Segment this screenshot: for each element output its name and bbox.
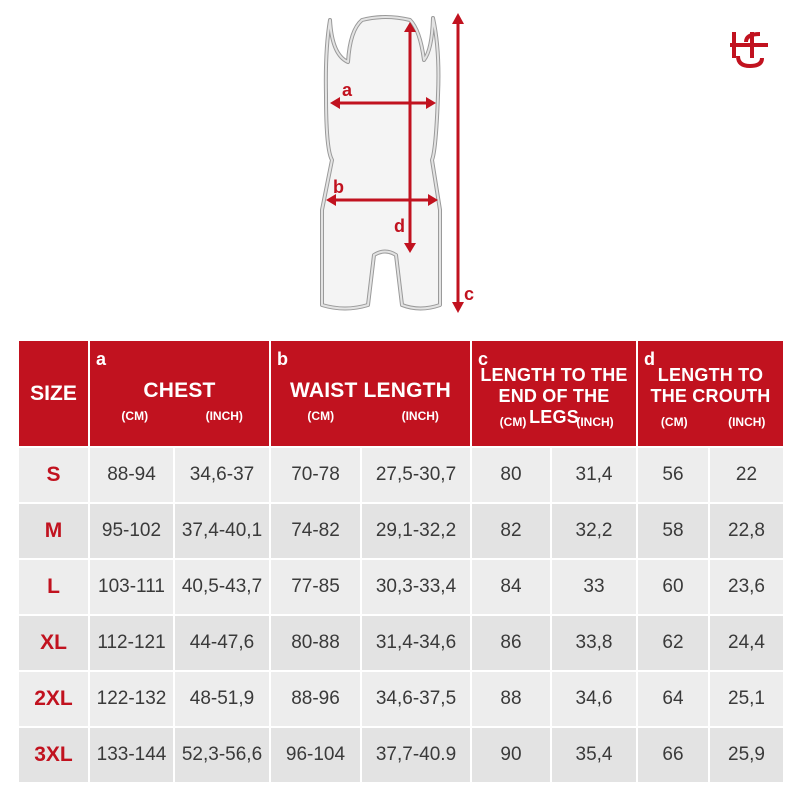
chest-cm-cell: 133-144 bbox=[89, 727, 174, 783]
header-size: SIZE bbox=[18, 340, 89, 447]
legs-cm-cell: 90 bbox=[471, 727, 551, 783]
size-cell: 3XL bbox=[18, 727, 89, 783]
waist-cm-cell: 88-96 bbox=[270, 671, 361, 727]
legs-inch-cell: 35,4 bbox=[551, 727, 637, 783]
waist-inch-cell: 34,6-37,5 bbox=[361, 671, 471, 727]
header-waist bbox=[270, 340, 471, 447]
header-legs-letter: c bbox=[478, 349, 489, 369]
header-crotch-title-2: THE CROUTH bbox=[650, 386, 771, 406]
size-cell: S bbox=[18, 447, 89, 503]
header-crotch-inch: (INCH) bbox=[728, 415, 766, 429]
crotch-inch-cell: 22,8 bbox=[709, 503, 784, 559]
crotch-inch-cell: 25,1 bbox=[709, 671, 784, 727]
header-legs-inch: (INCH) bbox=[576, 415, 614, 429]
header-crotch-title-1: LENGTH TO bbox=[657, 365, 764, 385]
waist-cm-cell: 74-82 bbox=[270, 503, 361, 559]
header-crotch-cm: (CM) bbox=[660, 415, 688, 429]
waist-inch-cell: 27,5-30,7 bbox=[361, 447, 471, 503]
singlet-outline bbox=[322, 17, 440, 309]
header-waist-inch: (INCH) bbox=[401, 409, 439, 423]
label-c: c bbox=[464, 284, 475, 304]
crotch-cm-cell: 62 bbox=[637, 615, 709, 671]
chest-cm-cell: 112-121 bbox=[89, 615, 174, 671]
table-row bbox=[18, 671, 784, 727]
crotch-cm-cell: 58 bbox=[637, 503, 709, 559]
header-chest-letter: a bbox=[96, 349, 107, 369]
chest-inch-cell: 34,6-37 bbox=[174, 447, 270, 503]
chest-inch-cell: 52,3-56,6 bbox=[174, 727, 270, 783]
size-chart-table bbox=[17, 339, 785, 784]
chest-cm-cell: 88-94 bbox=[89, 447, 174, 503]
header-crotch bbox=[637, 340, 784, 447]
header-crotch-letter: d bbox=[644, 349, 655, 369]
label-a: a bbox=[342, 80, 353, 100]
chest-inch-cell: 37,4-40,1 bbox=[174, 503, 270, 559]
size-cell: XL bbox=[18, 615, 89, 671]
header-chest-cm: (CM) bbox=[121, 409, 149, 423]
legs-cm-cell: 80 bbox=[471, 447, 551, 503]
legs-cm-cell: 86 bbox=[471, 615, 551, 671]
chest-cm-cell: 103-111 bbox=[89, 559, 174, 615]
header-legs bbox=[471, 340, 637, 447]
label-b: b bbox=[333, 177, 344, 197]
size-cell: L bbox=[18, 559, 89, 615]
chest-inch-cell: 44-47,6 bbox=[174, 615, 270, 671]
waist-inch-cell: 31,4-34,6 bbox=[361, 615, 471, 671]
table-header-row bbox=[18, 340, 784, 447]
header-chest-title: CHEST bbox=[143, 379, 216, 402]
chest-inch-cell: 40,5-43,7 bbox=[174, 559, 270, 615]
crotch-cm-cell: 66 bbox=[637, 727, 709, 783]
legs-cm-cell: 82 bbox=[471, 503, 551, 559]
chest-cm-cell: 122-132 bbox=[89, 671, 174, 727]
legs-cm-cell: 84 bbox=[471, 559, 551, 615]
crotch-inch-cell: 25,9 bbox=[709, 727, 784, 783]
header-legs-cm: (CM) bbox=[499, 415, 527, 429]
label-d: d bbox=[394, 216, 405, 236]
header-waist-letter: b bbox=[277, 349, 288, 369]
waist-inch-cell: 29,1-32,2 bbox=[361, 503, 471, 559]
legs-inch-cell: 34,6 bbox=[551, 671, 637, 727]
table-row bbox=[18, 727, 784, 783]
header-chest bbox=[89, 340, 270, 447]
waist-inch-cell: 37,7-40.9 bbox=[361, 727, 471, 783]
legs-inch-cell: 31,4 bbox=[551, 447, 637, 503]
header-waist-title: WAIST LENGTH bbox=[289, 379, 452, 402]
crotch-inch-cell: 24,4 bbox=[709, 615, 784, 671]
header-waist-cm: (CM) bbox=[307, 409, 335, 423]
singlet-measurement-figure bbox=[300, 0, 500, 330]
waist-cm-cell: 96-104 bbox=[270, 727, 361, 783]
chest-cm-cell: 95-102 bbox=[89, 503, 174, 559]
crotch-cm-cell: 56 bbox=[637, 447, 709, 503]
table-row bbox=[18, 615, 784, 671]
legs-inch-cell: 33 bbox=[551, 559, 637, 615]
crotch-cm-cell: 64 bbox=[637, 671, 709, 727]
size-cell: 2XL bbox=[18, 671, 89, 727]
header-legs-title-2: END OF THE LEGS bbox=[498, 386, 610, 427]
crotch-inch-cell: 23,6 bbox=[709, 559, 784, 615]
table-row bbox=[18, 559, 784, 615]
legs-inch-cell: 33,8 bbox=[551, 615, 637, 671]
legs-inch-cell: 32,2 bbox=[551, 503, 637, 559]
waist-inch-cell: 30,3-33,4 bbox=[361, 559, 471, 615]
waist-cm-cell: 70-78 bbox=[270, 447, 361, 503]
waist-cm-cell: 77-85 bbox=[270, 559, 361, 615]
table-row bbox=[18, 503, 784, 559]
header-chest-inch: (INCH) bbox=[205, 409, 243, 423]
crotch-inch-cell: 22 bbox=[709, 447, 784, 503]
crotch-cm-cell: 60 bbox=[637, 559, 709, 615]
table-row bbox=[18, 447, 784, 503]
size-cell: M bbox=[18, 503, 89, 559]
legs-cm-cell: 88 bbox=[471, 671, 551, 727]
waist-cm-cell: 80-88 bbox=[270, 615, 361, 671]
chest-inch-cell: 48-51,9 bbox=[174, 671, 270, 727]
brand-monogram-icon bbox=[726, 28, 770, 72]
header-legs-title-1: LENGTH TO THE bbox=[480, 365, 628, 385]
